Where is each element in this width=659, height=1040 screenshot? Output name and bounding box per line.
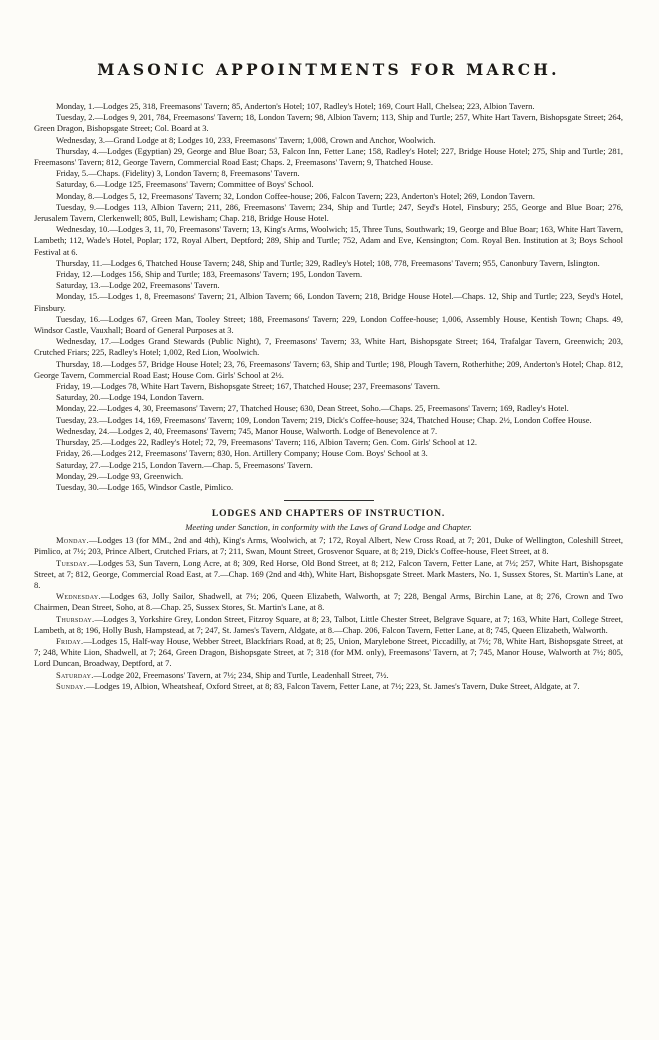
list-item — [34, 558, 623, 592]
list-item: Friday, 19.—Lodges 78, White Hart Tavern, Bishopsgate Street; 167, Thatched House; 237, Freemasons' Tavern. — [56, 381, 440, 392]
day-text: —Lodges 19, Albion, Wheatsheaf, Oxford Street, at 8; 83, Falcon Tavern, Fetter Lane, at 7½; 223, St. James's Tavern, Duke Street, Aldgate, at 7. — [86, 680, 580, 691]
list-item: Wednesday, 24.—Lodges 2, 40, Freemasons' Tavern; 745, Manor House, Walworth. Lodge of Benevolence at 7. — [56, 425, 438, 436]
page-title: MASONIC APPOINTMENTS FOR MARCH. — [97, 60, 560, 79]
list-item — [34, 591, 623, 613]
appointments-list — [34, 101, 623, 493]
list-item: Tuesday, 23.—Lodges 14, 169, Freemasons' Tavern; 109, London Tavern; 219, Dick's Coffee-house; 324, Thatched House; Chap. 2½, London Coffee House. — [56, 414, 592, 425]
day-label: Friday. — [56, 635, 84, 646]
day-label: Tuesday. — [56, 557, 90, 568]
list-item: Thursday, 18.—Lodges 57, Bridge House Hotel; 23, 76, Freemasons' Tavern; 63, Ship and Turtle; 198, Plough Tavern, Rotherhithe; 209, Anderton's Hotel; Chap. 812, George Tavern, Commercial Road East; House Com. Girls' School at 2½. — [34, 358, 623, 380]
list-item: Tuesday, 9.—Lodges 113, Albion Tavern; 211, 286, Freemasons' Tavern; 234, Ship and Turtle; 247, Seyd's Hotel, Finsbury; 255, George and Blue Boar; 276, Jerusalem Tavern, Clerkenwell; 805, Bull, Lewisham; Chap. 218, Bridge House Hotel. — [34, 201, 623, 224]
list-item: Friday, 12.—Lodges 156, Ship and Turtle; 183, Freemasons' Tavern; 195, London Tavern. — [56, 269, 363, 280]
section-subtitle: Meeting under Sanction, in conformity with the Laws of Grand Lodge and Chapter. — [185, 522, 472, 533]
list-item: Thursday, 4.—Lodges (Egyptian) 29, George and Blue Boar; 53, Falcon Inn, Fetter Lane; 158, Radley's Hotel; 227, Bridge House Hotel; 275, Ship and Turtle; 281, Freemasons' Tavern; 812, George Tavern, Commercial Road East; Chaps. 2, Freemasons' Tavern; 9, Thatched House. — [34, 145, 623, 168]
list-item: Friday, 26.—Lodges 212, Freemasons' Tavern; 830, Hon. Artillery Company; House Com. Boys' School at 3. — [56, 448, 428, 459]
day-text: —Lodges 15, Half-way House, Webber Street, Blackfriars Road, at 8; 25, Union, Marylebone Street, Piccadilly, at 7½; 78, White Hart, Bishopsgate Street, at 7; 248, White Lion, Shadwell, at 7; 264, Green Dragon, Bishopsgate Street, at 7; 318 (for MM. only), Freemasons' Tavern, at 7; 745, Manor House, Walworth at 7½; 805, Lord Duncan, Broadway, Deptford, at 7. — [34, 635, 623, 669]
day-text: —Lodges 3, Yorkshire Grey, London Street, Fitzroy Square, at 8; 23, Talbot, Little Chester Street, Belgrave Square, at 7; 163, White Hart, College Street, Lambeth, at 8; 196, Holly Bush, Hampstead, at 7; 247, St. James's Tavern, Aldgate, at 8.—Chap. 206, Falcon Tavern, Fetter Lane, at 8; 745, Queen Elizabeth, Walworth. — [34, 613, 623, 635]
day-label: Wednesday. — [56, 591, 101, 602]
list-item — [34, 670, 623, 681]
list-item: Saturday, 13.—Lodge 202, Freemasons' Tavern. — [56, 280, 220, 291]
day-label: Saturday. — [56, 669, 94, 680]
day-text: —Lodges 13 (for MM., 2nd and 4th), King's Arms, Woolwich, at 7; 172, Royal Albert, New Cross Road, at 7; 201, Duke of Wellington, Coleshill Street, Pimlico, at 7½; 203, Prince Albert, Crutched Friars, at 7; 211, Swan, Mount Street, Grosvenor Square, at 8; 219, Dick's Coffee-house, Fleet Street, at 8. — [34, 535, 623, 557]
list-item — [34, 636, 623, 670]
list-item: Tuesday, 30.—Lodge 165, Windsor Castle, Pimlico. — [56, 481, 234, 492]
list-item — [34, 535, 623, 557]
section-title: LODGES AND CHAPTERS OF INSTRUCTION. — [211, 508, 446, 520]
section-divider — [284, 500, 374, 501]
day-label: Sunday. — [56, 680, 87, 691]
list-item: Thursday, 25.—Lodges 22, Radley's Hotel; 72, 79, Freemasons' Tavern; 116, Albion Tavern; Gen. Com. Girls' School at 12. — [56, 437, 478, 448]
day-text: —Lodge 202, Freemasons' Tavern, at 7½; 234, Ship and Turtle, Leadenhall Street, 7½. — [93, 669, 389, 680]
list-item: Saturday, 20.—Lodge 194, London Tavern. — [56, 392, 204, 403]
list-item — [34, 681, 623, 692]
instruction-section — [34, 508, 623, 692]
day-text: —Lodges 63, Jolly Sailor, Shadwell, at 7½; 206, Queen Elizabeth, Walworth, at 7; 228, Bengal Arms, Birchin Lane, at 8; 276, Crown and Two Chairmen, Dean Street, Soho, at 8.—Chap. 25, Sussex Stores, St. Martin's Lane, at 8. — [34, 591, 623, 613]
list-item: Monday, 15.—Lodges 1, 8, Freemasons' Tavern; 21, Albion Tavern; 66, London Tavern; 218, Bridge House Hotel.—Chaps. 12, Ship and Turtle; 223, Seyd's Hotel, Finsbury. — [34, 291, 623, 313]
list-item: Monday, 8.—Lodges 5, 12, Freemasons' Tavern; 32, London Coffee-house; 206, Falcon Tavern; 223, Anderton's Hotel; 269, London Tavern. — [56, 190, 535, 201]
list-item: Wednesday, 3.—Grand Lodge at 8; Lodges 10, 233, Freemasons' Tavern; 1,008, Crown and Anchor, Woolwich. — [56, 134, 436, 145]
list-item: Thursday, 11.—Lodges 6, Thatched House Tavern; 248, Ship and Turtle; 329, Radley's Hotel; 108, 778, Freemasons' Tavern; 955, Canonbury Tavern, Islington. — [56, 257, 600, 268]
list-item: Wednesday, 10.—Lodges 3, 11, 70, Freemasons' Tavern; 13, King's Arms, Woolwich; 15, Three Tuns, Southwark; 19, George and Blue Boar; 163, White Hart Tavern, Lambeth; 112, Wade's Hotel, Poplar; 172, Royal Albert, Deptford; 289, Ship and Turtle; 752, Adam and Eve, Kensington; Com. Royal Ben. Institution at 3; Boys School Festival at 6. — [34, 224, 623, 257]
list-item: Monday, 29.—Lodge 93, Greenwich. — [56, 470, 184, 481]
list-item: Wednesday, 17.—Lodges Grand Stewards (Public Night), 7, Freemasons' Tavern; 33, White Hart, Bishopsgate Street; 164, Trafalgar Tavern, Greenwich; 203, Crutched Friars; 225, Radley's Hotel; 1,002, Red Lion, Woolwich. — [34, 336, 623, 358]
list-item — [34, 614, 623, 636]
day-label: Monday. — [56, 535, 89, 546]
day-label: Thursday. — [56, 613, 95, 624]
list-item: Monday, 1.—Lodges 25, 318, Freemasons' Tavern; 85, Anderton's Hotel; 107, Radley's Hotel; 169, Court Hall, Chelsea; 223, Albion Tavern. — [56, 101, 535, 111]
day-text: —Lodges 53, Sun Tavern, Long Acre, at 8; 309, Red Horse, Old Bond Street, at 8; 212, Falcon Tavern, Fetter Lane, at 7½; 257, White Hart, Bishopsgate Street, at 7; 812, George, Commercial Road East, at 7.—Chap. 169 (2nd and 4th), White Hart, Bishopsgate Street. Mark Masters, No. 1, Sussex Stores, St. Martin's Lane, at 8. — [34, 557, 623, 590]
list-item: Saturday, 6.—Lodge 125, Freemasons' Tavern; Committee of Boys' School. — [56, 179, 314, 190]
list-item: Friday, 5.—Chaps. (Fidelity) 3, London Tavern; 8, Freemasons' Tavern. — [56, 168, 300, 179]
list-item: Tuesday, 16.—Lodges 67, Green Man, Tooley Street; 188, Freemasons' Tavern; 229, London Coffee-house; 1,006, Assembly House, Kentish Town; Chaps. 49, Windsor Castle, Vauxhall; Board of General Purposes at 3. — [34, 313, 623, 336]
list-item: Saturday, 27.—Lodge 215, London Tavern.—Chap. 5, Freemasons' Tavern. — [56, 459, 313, 470]
list-item: Monday, 22.—Lodges 4, 30, Freemasons' Tavern; 27, Thatched House; 630, Dean Street, Soho.—Chaps. 25, Freemasons' Tavern; 169, Radley's Hotel. — [56, 403, 569, 414]
list-item: Tuesday, 2.—Lodges 9, 201, 784, Freemasons' Tavern; 18, London Tavern; 98, Albion Tavern; 113, Ship and Turtle; 257, White Hart Tavern, Bishopsgate Street; 264, Green Dragon, Bishopsgate Street; Col. Board at 3. — [34, 112, 623, 134]
